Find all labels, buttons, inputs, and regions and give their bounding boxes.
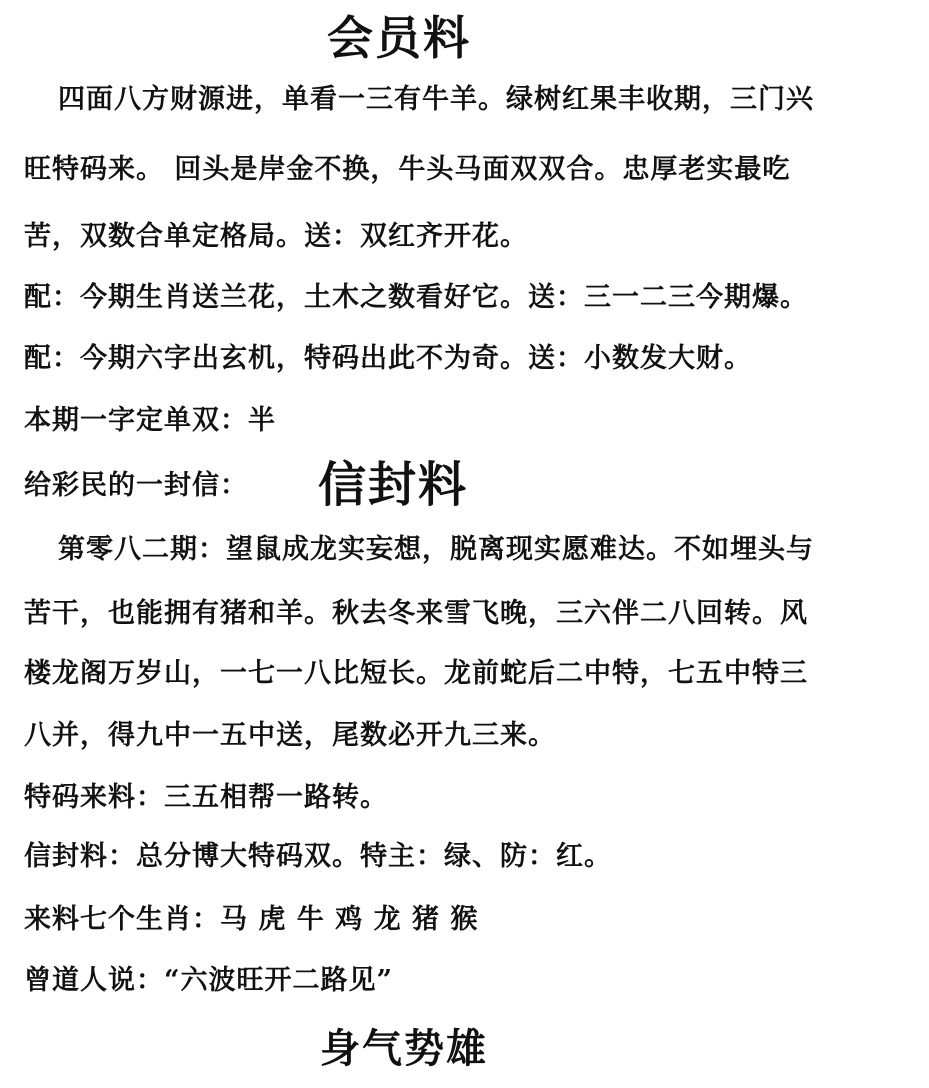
member-line-3: 苦，双数合单定格局。送：双红齐开花。 (24, 221, 528, 252)
letter-line-2: 苦干，也能拥有猪和羊。秋去冬来雪飞晚，三六伴二八回转。风 (24, 598, 808, 629)
footer-title: 身气势雄 (320, 1026, 488, 1072)
member-line-1: 四面八方财源进，单看一三有牛羊。绿树红果丰收期，三门兴 (58, 84, 814, 115)
member-line-4: 配：今期生肖送兰花，土木之数看好它。送：三一二三今期爆。 (24, 282, 808, 313)
letter-line-7: 来料七个生肖：马 虎 牛 鸡 龙 猪 猴 (24, 904, 479, 935)
envelope-title: 信封料 (318, 457, 469, 513)
member-line-5: 配：今期六字出玄机，特码出此不为奇。送：小数发大财。 (24, 343, 752, 374)
member-title: 会员料 (327, 11, 471, 65)
letter-intro: 给彩民的一封信： (24, 470, 248, 501)
letter-line-5: 特码来料：三五相帮一路转。 (24, 782, 388, 813)
letter-line-8: 曾道人说：“六波旺开二路见” (24, 965, 394, 996)
letter-line-3: 楼龙阁万岁山，一七一八比短长。龙前蛇后二中特，七五中特三 (24, 658, 808, 689)
member-line-6: 本期一字定单双：半 (24, 405, 276, 436)
letter-line-6: 信封料：总分博大特码双。特主：绿、防：红。 (24, 841, 612, 872)
letter-line-4: 八并，得九中一五中送，尾数必开九三来。 (24, 720, 556, 751)
letter-line-1: 第零八二期：望鼠成龙实妄想，脱离现实愿难达。不如埋头与 (58, 534, 814, 565)
member-line-2: 旺特码来。 回头是岸金不换，牛头马面双双合。忠厚老实最吃 (24, 154, 791, 185)
